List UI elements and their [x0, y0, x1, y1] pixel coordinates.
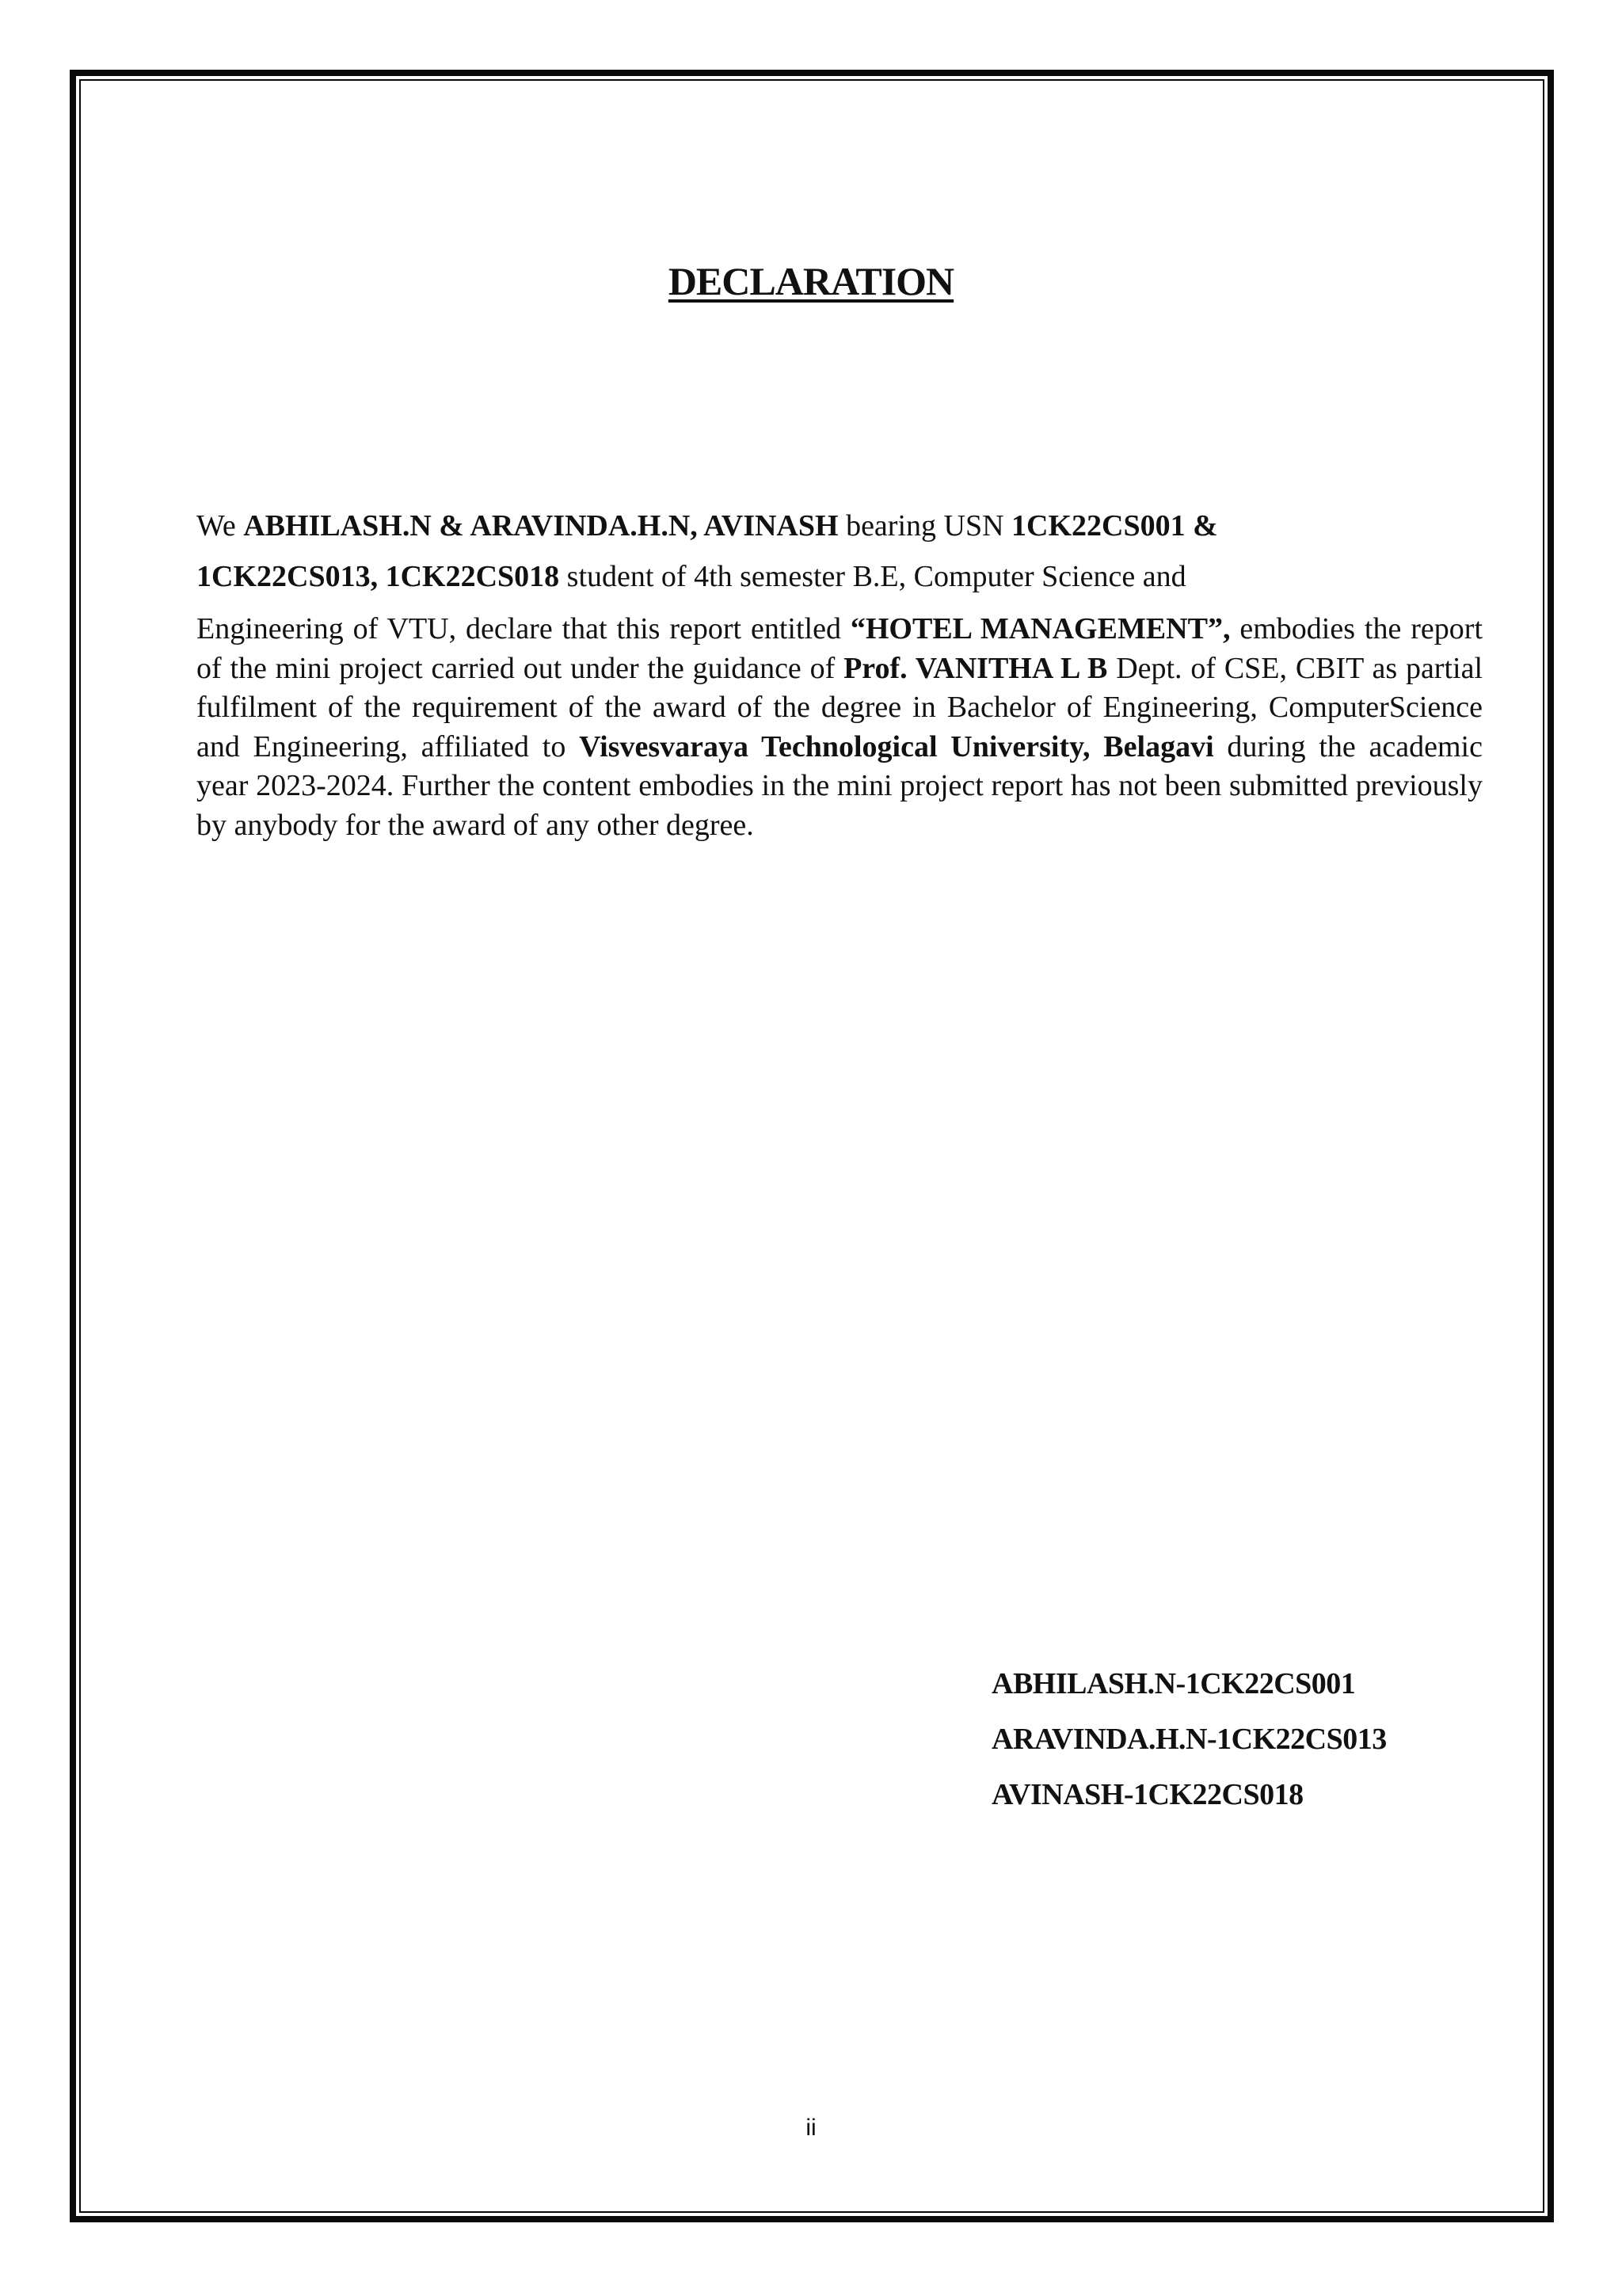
page-number: ii — [805, 2115, 817, 2141]
page-title: DECLARATION — [668, 259, 954, 303]
declaration-text: embodies the report of the mini project carried out under the guidance of — [196, 612, 1483, 685]
signature-student-1: ABHILASH.N-1CK22CS001 — [992, 1667, 1356, 1700]
guide-name: Prof. VANITHA L B — [843, 651, 1108, 685]
declaration-line-2 — [196, 557, 1186, 596]
usn-numbers: 1CK22CS001 & — [1011, 509, 1218, 543]
declaration-paragraph — [196, 610, 1483, 845]
signature-student-3: AVINASH-1CK22CS018 — [992, 1778, 1304, 1811]
usn-numbers: 1CK22CS013, 1CK22CS018 — [196, 560, 560, 593]
signature-student-2: ARAVINDA.H.N-1CK22CS013 — [992, 1723, 1387, 1756]
project-title: “HOTEL MANAGEMENT”, — [850, 612, 1231, 645]
declaration-line-1 — [196, 506, 1218, 546]
declaration-text: Dept. of CSE, CBIT as partial fulfilment of the requirement of the award of the degree in Bachelor of Engineering, ComputerScience and Engineering, affiliated to — [196, 651, 1483, 763]
page-border-inner — [79, 79, 1544, 2213]
student-names: ABHILASH.N & ARAVINDA.H.N, AVINASH — [243, 509, 839, 543]
declaration-text: during the academic year 2023-2024. Further the content embodies in the mini project report has not been submitted previously by anybody for the award of any other degree. — [196, 729, 1483, 842]
declaration-text: Engineering of VTU, declare that this report entitled — [196, 612, 851, 645]
declaration-text: We — [196, 509, 244, 543]
declaration-text: student of 4th semester B.E, Computer Science and — [559, 560, 1186, 593]
university-name: Visvesvaraya Technological University, Belagavi — [579, 729, 1214, 763]
declaration-text: bearing USN — [838, 509, 1012, 543]
